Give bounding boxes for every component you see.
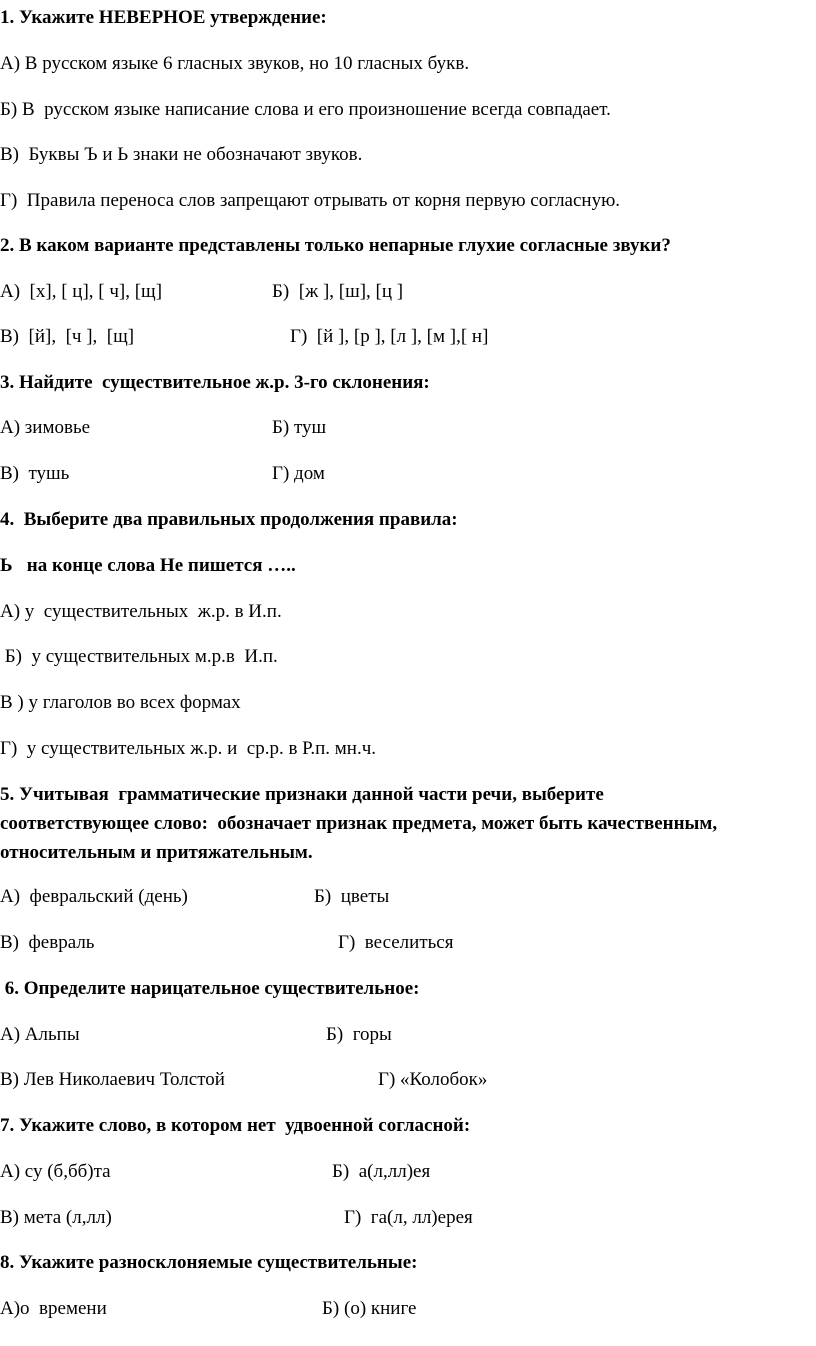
q8-option-b: Б) (о) книге — [322, 1298, 417, 1319]
q4-option-c: В ) у глаголов во всех формах — [0, 692, 241, 713]
q6-option-a: А) Альпы — [0, 1024, 80, 1045]
q1-title: 1. Укажите НЕВЕРНОЕ утверждение: — [0, 7, 327, 28]
q2-option-d: Г) [й ], [р ], [л ], [м ],[ н] — [290, 326, 489, 347]
q4-title: 4. Выберите два правильных продолжения правила: — [0, 509, 458, 530]
q3-option-a: А) зимовье — [0, 417, 91, 438]
q2-title: 2. В каком варианте представлены только непарные глухие согласные звуки? — [0, 235, 671, 256]
q7-title: 7. Укажите слово, в котором нет удвоенной согласной: — [0, 1115, 471, 1136]
q3-title: 3. Найдите существительное ж.р. 3-го склонения: — [0, 372, 430, 393]
q6-option-d: Г) «Колобок» — [378, 1069, 488, 1090]
q5-title-line-2: соответствующее слово: обозначает признак предмета, может быть качественным, — [0, 813, 718, 834]
q1-option-b: Б) В русском языке написание слова и его произношение всегда совпадает. — [0, 99, 611, 120]
q7-option-a: А) су (б,бб)та — [0, 1161, 111, 1182]
q5-option-a: А) февральский (день) — [0, 886, 188, 907]
q2-option-b: Б) [ж ], [ш], [ц ] — [272, 281, 404, 302]
q7-option-b: Б) а(л,лл)ея — [332, 1161, 431, 1182]
q5-title-line-1: 5. Учитывая грамматические признаки данной части речи, выберите — [0, 784, 604, 805]
q7-option-c: В) мета (л,лл) — [0, 1207, 112, 1228]
q1-option-a: А) В русском языке 6 гласных звуков, но 10 гласных букв. — [0, 53, 470, 74]
q6-title: 6. Определите нарицательное существительное: — [0, 978, 420, 999]
q4-option-a: А) у существительных ж.р. в И.п. — [0, 601, 282, 622]
q4-option-d: Г) у существительных ж.р. и ср.р. в Р.п. мн.ч. — [0, 738, 377, 759]
q5-option-c: В) февраль — [0, 932, 95, 953]
q5-title-line-3: относительным и притяжательным. — [0, 842, 313, 863]
q2-option-c: В) [й], [ч ], [щ] — [0, 326, 135, 347]
q8-title: 8. Укажите разносклоняемые существительные: — [0, 1252, 418, 1273]
q5-option-b: Б) цветы — [314, 886, 390, 907]
q1-option-d: Г) Правила переноса слов запрещают отрывать от корня первую согласную. — [0, 190, 621, 211]
q8-option-a: А)о времени — [0, 1298, 107, 1319]
q5-option-d: Г) веселиться — [338, 932, 454, 953]
q3-option-d: Г) дом — [272, 463, 325, 484]
q4-option-b: Б) у существительных м.р.в И.п. — [0, 646, 278, 667]
q4-rule: Ь на конце слова Не пишется ….. — [0, 555, 296, 576]
q6-option-b: Б) горы — [326, 1024, 392, 1045]
q1-option-c: В) Буквы Ъ и Ь знаки не обозначают звуков. — [0, 144, 363, 165]
q6-option-c: В) Лев Николаевич Толстой — [0, 1069, 225, 1090]
q3-option-b: Б) туш — [272, 417, 327, 438]
q3-option-c: В) тушь — [0, 463, 70, 484]
q2-option-a: А) [х], [ ц], [ ч], [щ] — [0, 281, 163, 302]
q7-option-d: Г) га(л, лл)ерея — [344, 1207, 473, 1228]
